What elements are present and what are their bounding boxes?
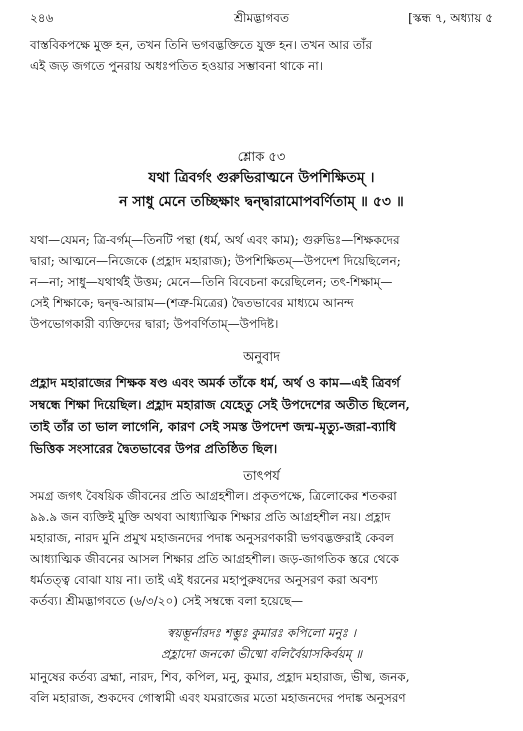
purport-line: মহারাজ, নারদ মুনি প্রমুখ মহাজনদের পদাঙ্ক অনুসরণকারী ভগবদ্ভক্তরাই কেবল xyxy=(30,531,394,545)
purport-text xyxy=(30,486,496,612)
purport-line: কর্তব্য। শ্রীমদ্ভাগবতে (৬/৩/২০) সেই সম্বন্ধে বলা হয়েছে— xyxy=(30,594,303,608)
section-reference: [স্কন্ধ ৭, অধ্যায় ৫ xyxy=(408,11,493,25)
quote-line: স্বয়ম্ভূর্নারদঃ শম্ভুঃ কুমারঃ কপিলো মনুঃ । xyxy=(166,626,357,640)
purport-line: মানুষের কর্তব্য ব্রহ্মা, নারদ, শিব, কপিল, মনু, কুমার, প্রহ্লাদ মহারাজ, ভীষ্ম, জনক, xyxy=(30,670,410,684)
purport-line: ধর্মতত্ত্ব বোঝা যায় না। তাই এই ধরনের মহাপুরুষদের অনুসরণ করা অবশ্য xyxy=(30,573,378,587)
intro-paragraph xyxy=(30,35,496,77)
purport-line: ৯৯.৯ জন ব্যক্তিই মুক্তি অথবা আধ্যাত্মিক শিক্ষার প্রতি আগ্রহশীল নয়। প্রহ্লাদ xyxy=(30,510,391,524)
synonyms-line: সেই শিক্ষাকে; দ্বন্দ্ব-আরাম—(শত্রু-মিত্রের) দ্বৈতভাবের মাধ্যমে আনন্দ xyxy=(30,296,354,310)
synonyms xyxy=(30,230,496,335)
verse-line: ন সাধু মেনে তচ্ছিক্ষাং দ্বন্দ্বারামোপবর্ণিতাম্ ॥ ৫৩ ॥ xyxy=(119,194,404,210)
synonyms-line: দ্বারা; আত্মনে—নিজেকে (প্রহ্লাদ মহারাজ); উপশিক্ষিতম্—উপদেশ দিয়েছিলেন; xyxy=(30,254,401,268)
verse-text xyxy=(0,166,523,214)
synonyms-line: যথা—যেমন; ত্রি-বর্গম্—তিনটি পন্থা (ধর্ম, অর্থ এবং কাম); গুরুভিঃ—শিক্ষকদের xyxy=(30,233,400,247)
scripture-quote xyxy=(0,623,523,665)
purport-line: আধ্যাত্মিক জীবনের আসল শিক্ষার প্রতি আগ্রহশীল। জড়-জাগতিক স্তরে থেকে xyxy=(30,552,399,566)
translation-line: প্রহ্লাদ মহারাজের শিক্ষক ষণ্ড এবং অমর্ক তাঁকে ধর্ম, অর্থ ও কাম—এই ত্রিবর্গ xyxy=(30,375,400,390)
page-number: ২৪৬ xyxy=(30,11,54,25)
purport-continuation xyxy=(30,667,496,709)
purport-heading: তাৎপর্য xyxy=(243,469,280,484)
verse-title: শ্লোক ৫৩ xyxy=(237,150,286,165)
quote-line: প্রহ্লাদো জনকো ভীষ্মো বলির্বৈয়াসকির্বয়ম্ ॥ xyxy=(160,647,363,661)
intro-line: এই জড় জগতে পুনরায় অধঃপতিত হওয়ার সম্ভাবনা থাকে না। xyxy=(30,59,324,73)
synonyms-line: উপভোগকারী ব্যক্তিদের দ্বারা; উপবর্ণিতাম্—উপদিষ্ট। xyxy=(30,317,279,331)
synonyms-line: ন—না; সাধু—যথার্থই উত্তম; মেনে—তিনি বিবেচনা করেছিলেন; তৎ-শিক্ষাম্— xyxy=(30,275,393,289)
book-title: শ্রীমদ্ভাগবত xyxy=(233,11,289,25)
purport-line: বলি মহারাজ, শুকদেব গোস্বামী এবং যমরাজের মতো মহাজনদের পদাঙ্ক অনুসরণ xyxy=(30,691,406,705)
translation-line: তাই তাঁর তা ভাল লাগেনি, কারণ সেই সমস্ত উপদেশ জন্ম-মৃত্যু-জরা-ব্যাধি xyxy=(30,419,397,434)
intro-line: বাস্তবিকপক্ষে মুক্ত হন, তখন তিনি ভগবদ্ভক্তিতে যুক্ত হন। তখন আর তাঁর xyxy=(30,38,373,52)
translation-heading: অনুবাদ xyxy=(243,350,280,365)
verse-line: যথা ত্রিবর্গং গুরুভিরাত্মনে উপশিক্ষিতম্ । xyxy=(148,170,375,186)
translation-text xyxy=(30,372,496,460)
translation-line: ভিত্তিক সংসারের দ্বৈতভাবের উপর প্রতিষ্ঠিত ছিল। xyxy=(30,441,278,456)
purport-line: সমগ্র জগৎ বৈষয়িক জীবনের প্রতি আগ্রহশীল। প্রকৃতপক্ষে, ত্রিলোকের শতকরা xyxy=(30,489,397,503)
translation-line: সম্বন্ধে শিক্ষা দিয়েছিল। প্রহ্লাদ মহারাজ যেহেতু সেই উপদেশের অতীত ছিলেন, xyxy=(30,397,410,412)
